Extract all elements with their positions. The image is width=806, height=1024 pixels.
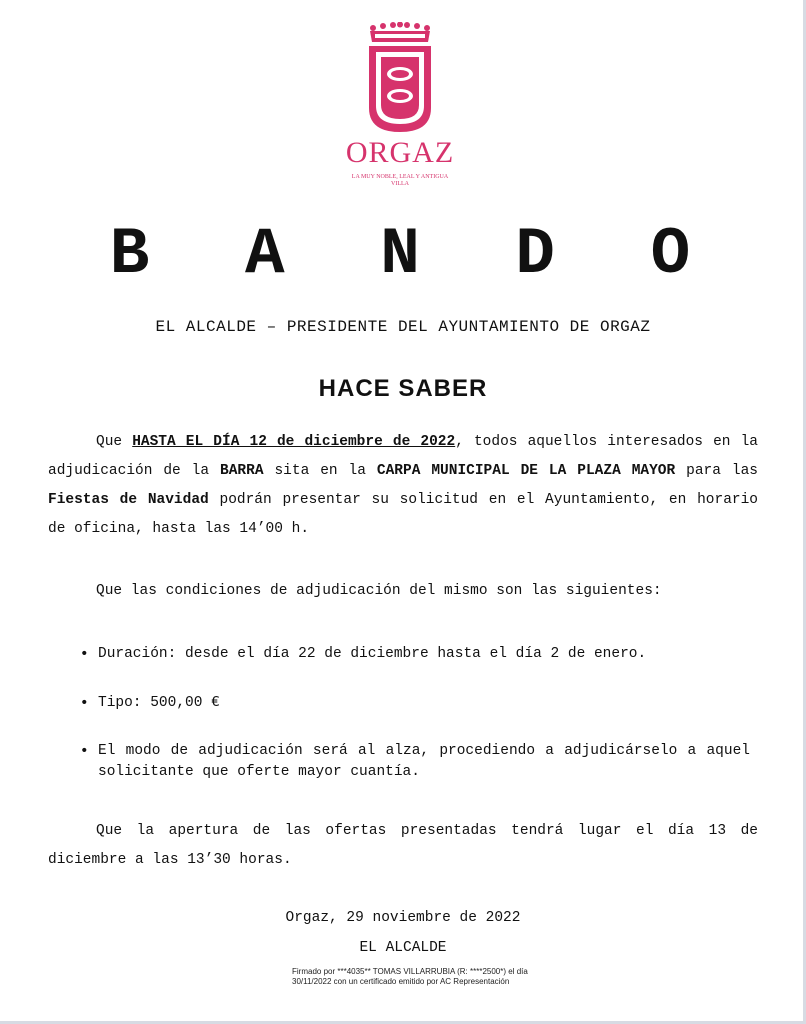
logo-name: ORGAZ xyxy=(345,136,455,169)
announcement-heading: HACE SABER xyxy=(318,375,488,402)
digital-signature-note: Firmado por ***4035** TOMAS VILLARRUBIA (R: ****2500*) el día 30/11/2022 con un certificado emitido por AC Representación xyxy=(292,967,528,986)
document-heading: B A N D O xyxy=(109,217,719,292)
p1-text-4: podrán presentar su solicitud en el Ayuntamiento, en horario de oficina, hasta las 14’00 h. xyxy=(48,492,758,537)
document-subtitle: EL ALCALDE – PRESIDENTE DEL AYUNTAMIENTO DE ORGAZ xyxy=(155,318,651,336)
paragraph-conditions: Que las condiciones de adjudicación del mismo son las siguientes: xyxy=(96,583,662,599)
p1-carpa: CARPA MUNICIPAL DE LA PLAZA MAYOR xyxy=(376,463,676,479)
paragraph-deadline xyxy=(48,428,758,544)
p1-text-2: sita en la xyxy=(274,463,366,479)
document-date: Orgaz, 29 noviembre de 2022 xyxy=(285,910,521,926)
p1-barra: BARRA xyxy=(220,463,264,479)
p1-text-1: , todos aquellos interesados en la adjudicación de la xyxy=(48,434,758,479)
signer-title: EL ALCALDE xyxy=(359,940,447,956)
p1-que: Que xyxy=(96,434,123,450)
paragraph-opening: Que la apertura de las ofertas presentadas tendrá lugar el día 13 de diciembre a las 13’30 horas. xyxy=(48,823,758,868)
p1-text-3: para las xyxy=(686,463,758,479)
list-item: • Duración: desde el día 22 de diciembre hasta el día 2 de enero. xyxy=(80,644,750,665)
list-item: • El modo de adjudicación será al alza, procediendo a adjudicárselo a aquel solicitante que oferte mayor cuantía. xyxy=(80,741,750,783)
logo-motto: LA MUY NOBLE, LEAL Y ANTIGUA VILLA xyxy=(351,174,449,187)
conditions-list xyxy=(80,644,750,783)
list-item: • Tipo: 500,00 € xyxy=(80,693,750,714)
p1-fiestas: Fiestas de Navidad xyxy=(48,492,209,508)
coat-of-arms-icon xyxy=(365,22,435,134)
p1-deadline: HASTA EL DÍA 12 de diciembre de 2022 xyxy=(132,434,456,450)
orgaz-coat-of-arms xyxy=(330,22,470,197)
